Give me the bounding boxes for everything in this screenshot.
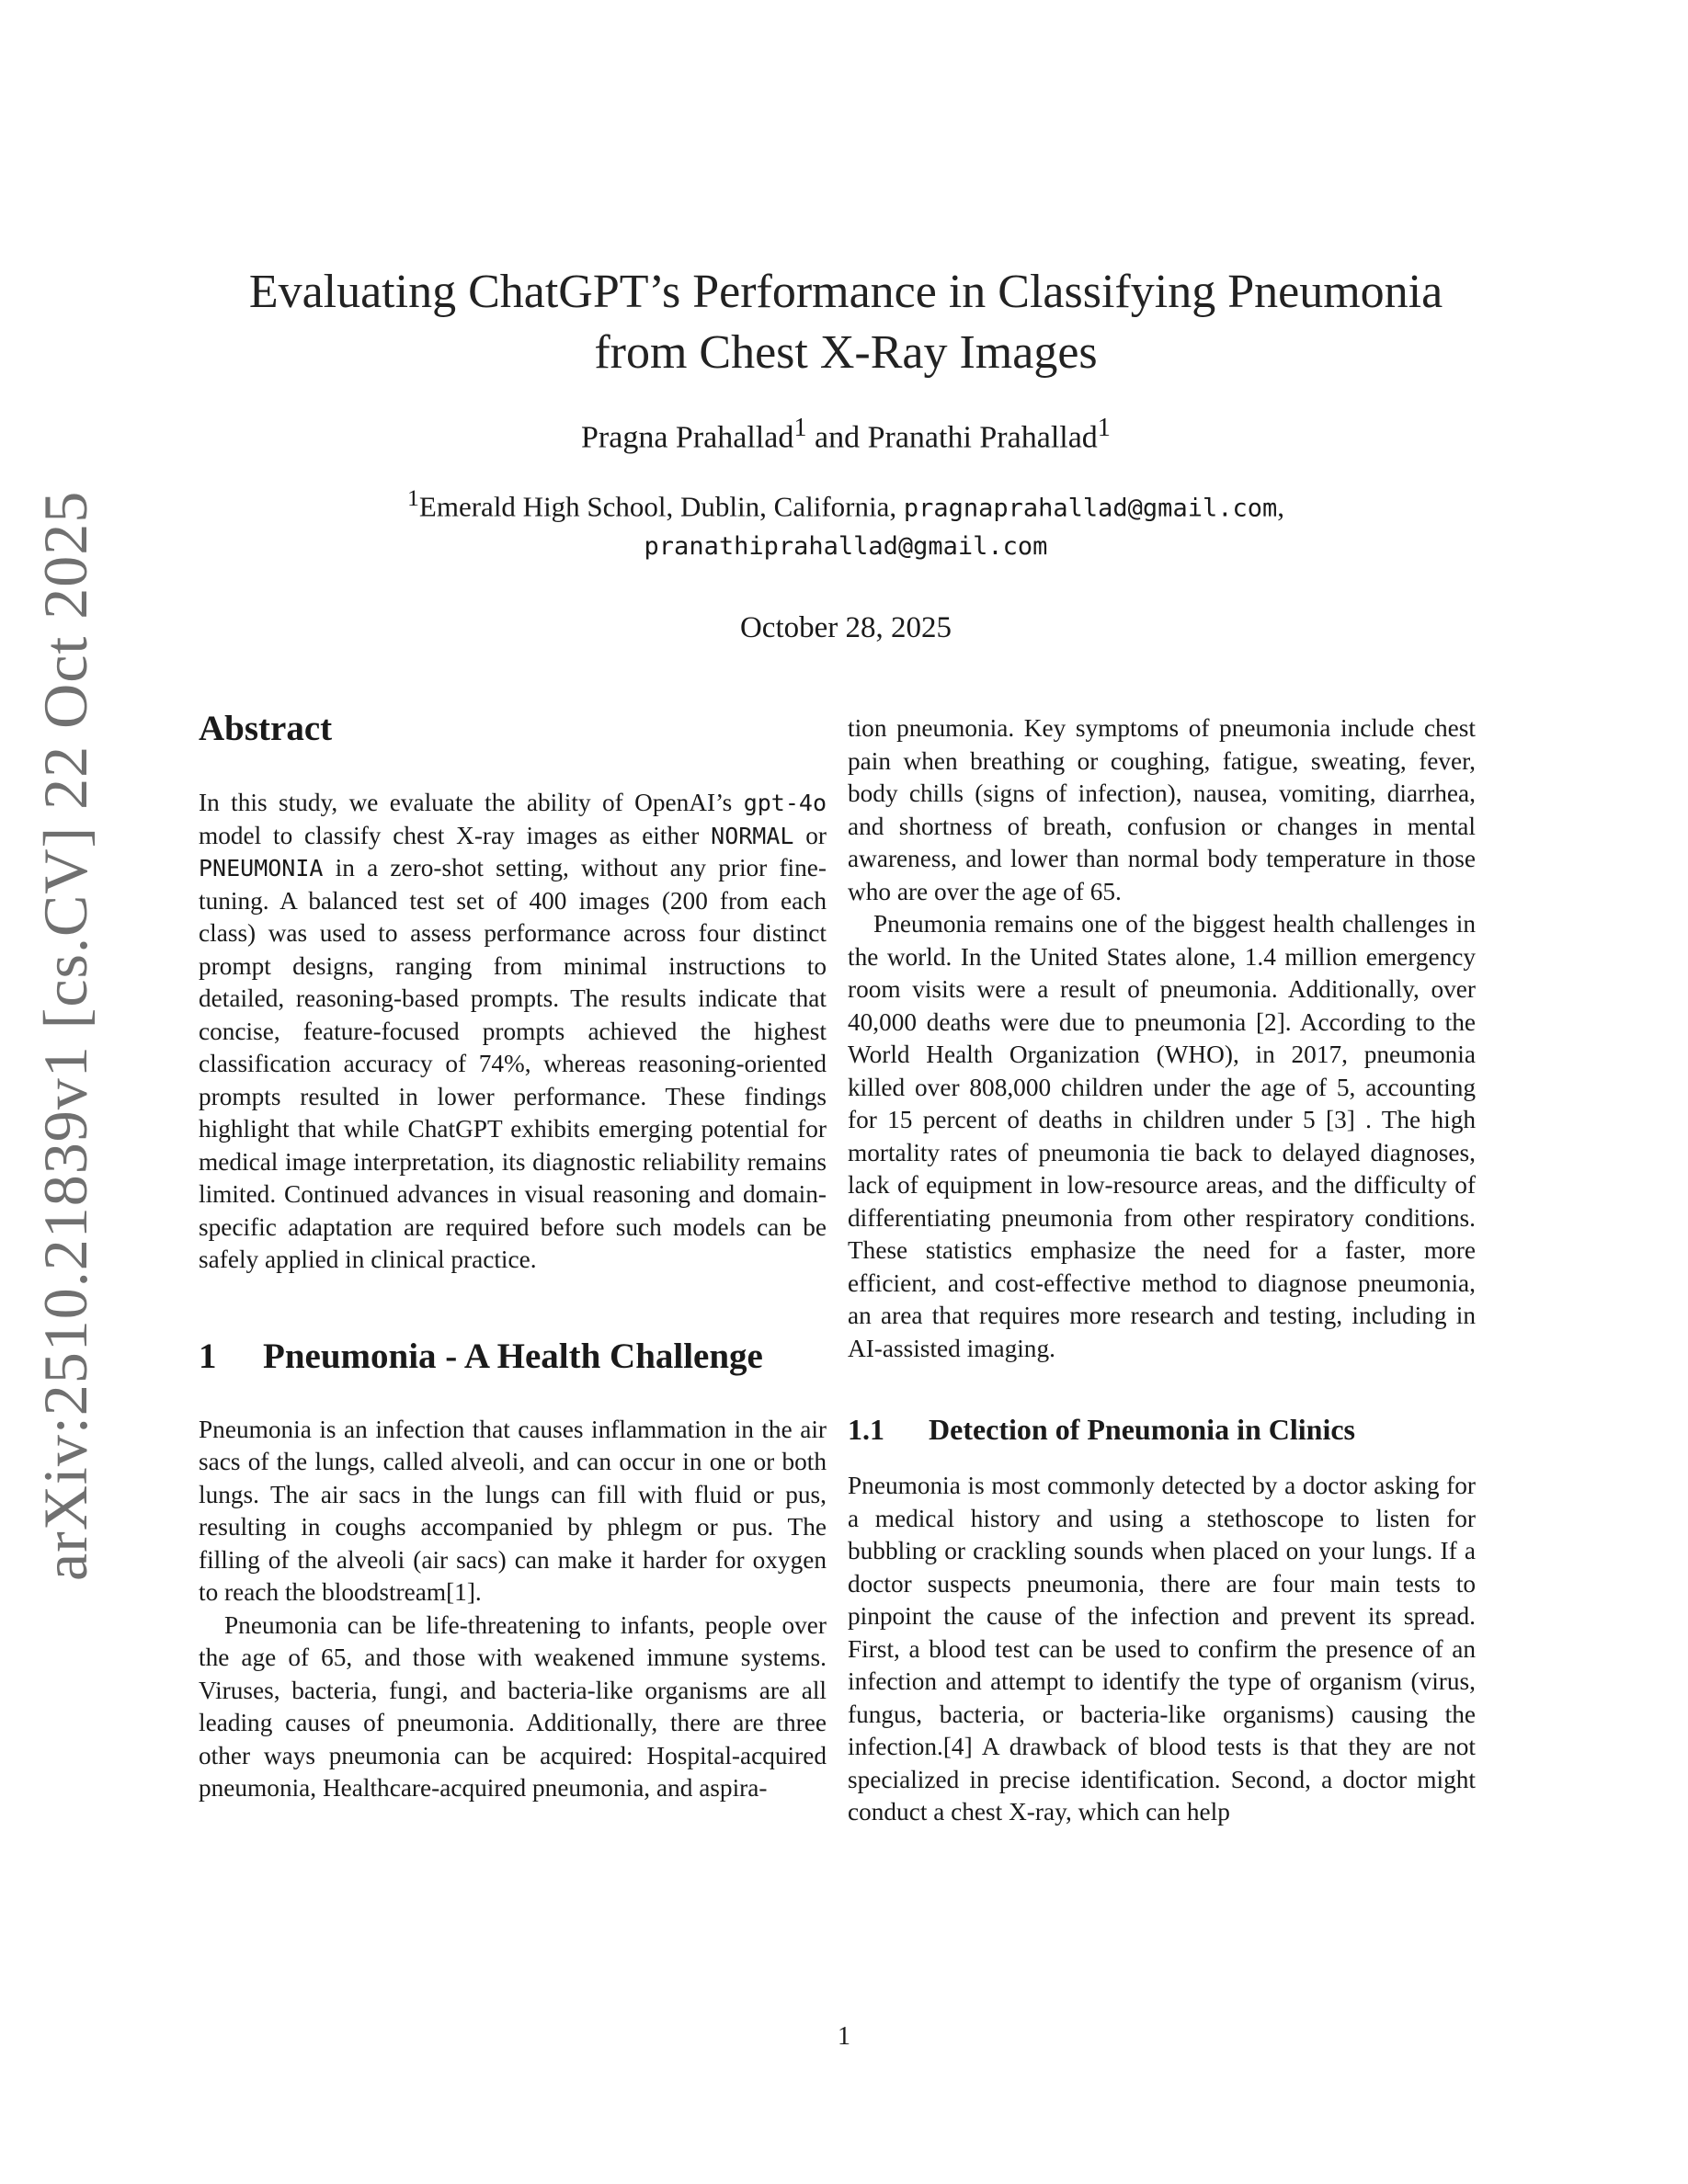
affiliation-block xyxy=(202,480,1489,565)
publication-date: October 28, 2025 xyxy=(739,611,952,644)
section-heading xyxy=(199,1332,827,1381)
abstract-paragraph xyxy=(199,787,827,1277)
affiliation-marker: 1 xyxy=(793,414,807,442)
class-label-code: NORMAL xyxy=(711,822,794,849)
abstract-heading: Abstract xyxy=(199,709,333,748)
text-run: model to classify chest X-ray images as either xyxy=(199,821,712,849)
paper-title: Evaluating ChatGPT’s Performance in Classifying Pneumonia from Chest X-Ray Images xyxy=(248,266,1443,379)
section-number: 1 xyxy=(199,1336,217,1376)
email-link[interactable]: pragnaprahallad@gmail.com xyxy=(903,494,1278,523)
class-label-code: PNEUMONIA xyxy=(199,855,324,882)
arxiv-sidebar-stamp: arXiv:2510.21839v1 [cs.CV] 22 Oct 2025 xyxy=(30,490,100,1581)
text-run: in a zero-shot setting, without any prior fine-tuning. A balanced test set of 400 images (200 from each class) was used to assess performance across four distinct prompt designs, ranging from minimal instructions to detailed, reasoning-based prompts. The results indicate that concise, feature-focused prompts achieved the highest classification accuracy of 74%, whereas reasoning-oriented prompts resulted in lower performance. These findings highlight that while ChatGPT exhibits emerging potential for medical image interpretation, its diagnostic reliability remains limited. Continued advances in visual reasoning and domain-specific adaptation are required before such models can be safely applied in clinical practice. xyxy=(199,854,827,1273)
author-list xyxy=(202,414,1489,455)
text-run: In this study, we evaluate the ability of OpenAI’s xyxy=(199,789,744,816)
text-run: or xyxy=(793,821,827,849)
affiliation-marker: 1 xyxy=(407,484,419,511)
affiliation-text: Emerald High School, Dublin, California, xyxy=(418,490,904,523)
affiliation-marker: 1 xyxy=(1097,414,1111,442)
email-separator: , xyxy=(1277,490,1284,523)
email-link[interactable]: pranathiprahallad@gmail.com xyxy=(644,532,1048,562)
author-name: Pranathi Prahallad xyxy=(867,420,1098,455)
left-column xyxy=(199,708,827,1805)
author-separator: and xyxy=(806,420,868,455)
author-name: Pragna Prahallad xyxy=(581,420,794,455)
section-title: Pneumonia - A Health Challenge xyxy=(263,1336,763,1376)
subsection-heading xyxy=(848,1411,1476,1448)
body-paragraph: Pneumonia can be life-threatening to infants, people over the age of 65, and those with weakened immune systems. Viruses, bacteria, fungi, and bacteria-like organisms are all leading causes of pneumonia. Additionally, there are three other ways pneumonia can be acquired: Hospital-acquired pneumonia, Healthcare-acquired pneumonia, and aspira- xyxy=(199,1610,827,1802)
model-name-code: gpt-4o xyxy=(743,790,827,816)
body-paragraph-continued: tion pneumonia. Key symptoms of pneumonia include chest pain when breathing or coughing, fatigue, sweating, fever, body chills (signs of infection), nausea, vomiting, diarrhea, and shortness of breath, confusion or changes in mental awareness, and lower than normal body temperature in those who are over the age of 65. xyxy=(848,714,1476,905)
body-paragraph: Pneumonia is most commonly detected by a doctor asking for a medical history and using a stethoscope to listen for bubbling or crackling sounds when placed on your lungs. If a doctor suspects pneumonia, there are four main tests to pinpoint the cause of the infection and prevent its spread. First, a blood test can be used to confirm the presence of an infection and attempt to identify the type of organism (virus, fungus, bacteria, or bacteria-like organisms) causing the infection.[4] A drawback of blood tests is that they are not specialized in precise identification. Second, a doctor might conduct a chest X-ray, which can help xyxy=(848,1472,1476,1826)
body-paragraph: Pneumonia is an infection that causes inflammation in the air sacs of the lungs, called alveoli, and can occur in one or both lungs. The air sacs in the lungs can fill with fluid or pus, resulting in coughs accompanied by phlegm or pus. The filling of the alveoli (air sacs) can make it harder for oxygen to reach the bloodstream[1]. xyxy=(199,1415,827,1606)
right-column xyxy=(848,712,1476,1829)
body-paragraph: Pneumonia remains one of the biggest health challenges in the world. In the United States alone, 1.4 million emergency room visits were a result of pneumonia. Additionally, over 40,000 deaths were due to pneumonia [2]. According to the World Health Organization (WHO), in 2017, pneumonia killed over 808,000 children under the age of 5, accounting for 15 percent of deaths in children under 5 [3] . The high mortality rates of pneumonia tie back to delayed diagnoses, lack of equipment in low-resource areas, and the difficulty of differentiating pneumonia from other respiratory conditions. These statistics emphasize the need for a faster, more efficient, and cost-effective method to diagnose pneumonia, an area that requires more research and testing, including in AI-assisted imaging. xyxy=(848,910,1476,1362)
subsection-number: 1.1 xyxy=(848,1413,884,1446)
page-number: 1 xyxy=(838,2022,850,2051)
subsection-title: Detection of Pneumonia in Clinics xyxy=(929,1413,1355,1446)
